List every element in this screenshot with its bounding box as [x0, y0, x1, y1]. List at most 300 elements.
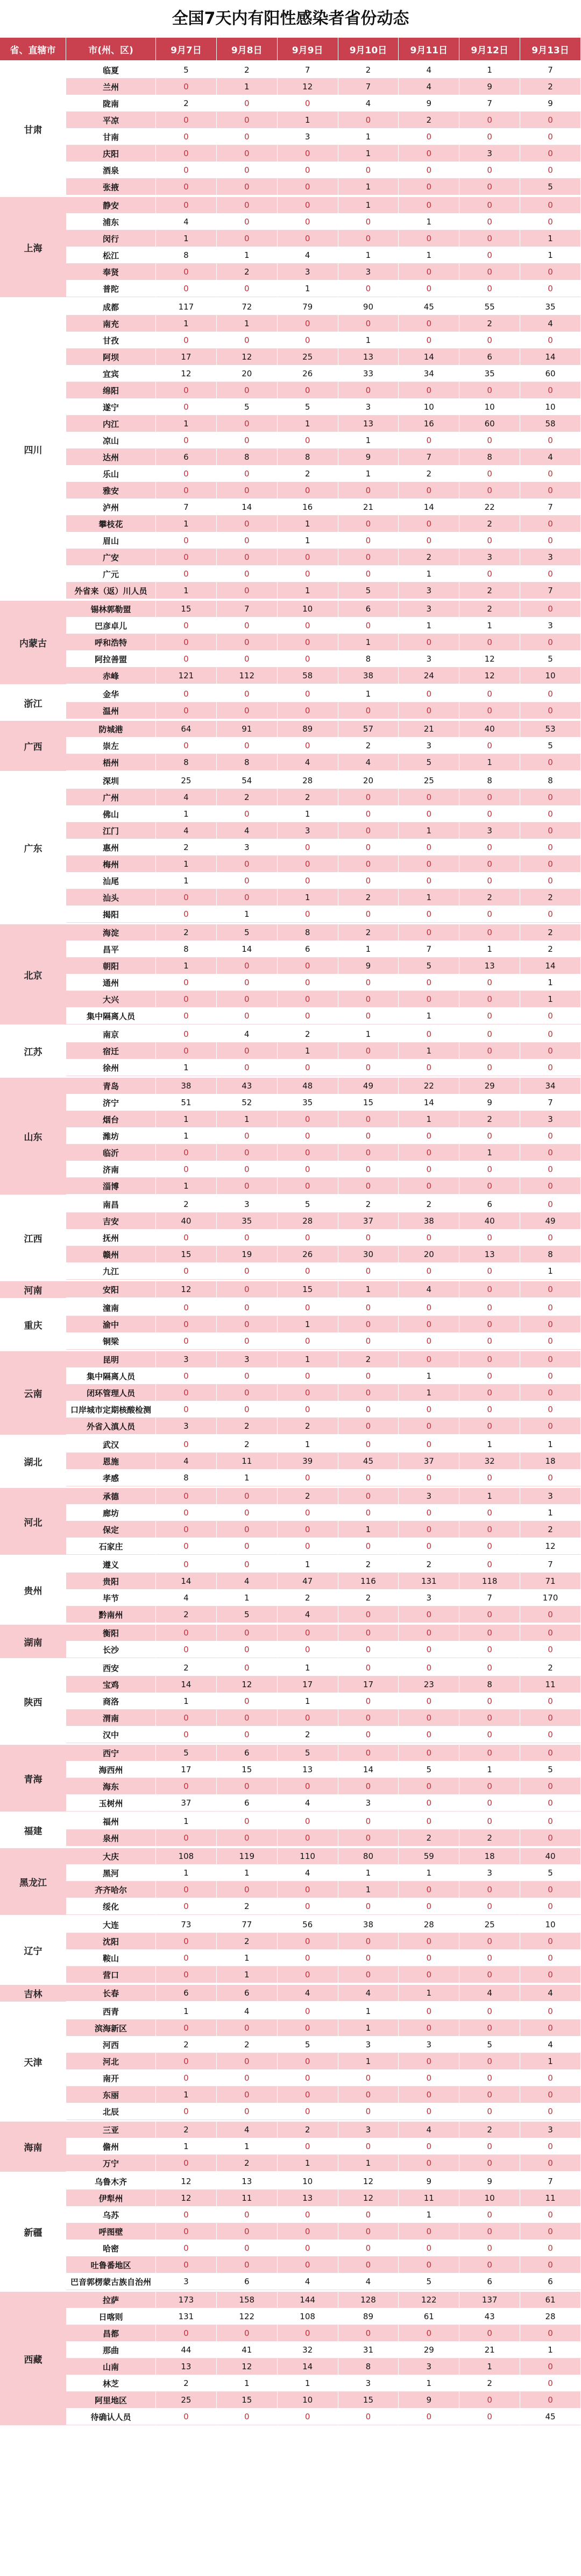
table-row: [66, 532, 581, 549]
count-cell: 0: [217, 566, 278, 582]
count-cell: 0: [156, 1385, 217, 1401]
count-cell: 0: [278, 2070, 338, 2087]
count-cell: 59: [399, 1848, 459, 1865]
count-cell: 0: [156, 2207, 217, 2223]
count-cell: 4: [520, 1985, 581, 2002]
city-name: 海东: [66, 1778, 156, 1795]
count-cell: 0: [459, 634, 520, 651]
count-cell: 2: [520, 1521, 581, 1538]
count-cell: 22: [399, 1078, 459, 1094]
province-name: 西藏: [0, 2292, 66, 2425]
count-cell: 1: [459, 2359, 520, 2375]
table-row: [66, 1401, 581, 1418]
count-cell: 0: [520, 1418, 581, 1435]
count-cell: 158: [217, 2292, 278, 2308]
count-cell: 12: [459, 668, 520, 684]
count-cell: 0: [156, 197, 217, 214]
count-cell: 0: [459, 1726, 520, 1743]
count-cell: 9: [338, 958, 399, 974]
count-cell: 5: [399, 1761, 459, 1778]
city-name: 安阳: [66, 1281, 156, 1298]
count-cell: 0: [217, 873, 278, 889]
count-cell: 1: [278, 1316, 338, 1333]
count-cell: 0: [278, 991, 338, 1008]
count-cell: 0: [156, 1043, 217, 1059]
count-cell: 0: [278, 856, 338, 873]
count-cell: 7: [520, 1094, 581, 1111]
table-row: [66, 1660, 581, 1676]
count-cell: 64: [156, 721, 217, 738]
count-cell: 1: [338, 197, 399, 214]
count-cell: 23: [399, 1676, 459, 1693]
province-name: 黑龙江: [0, 1848, 66, 1915]
count-cell: 1: [459, 1488, 520, 1505]
count-cell: 4: [156, 1590, 217, 1606]
table-row: [66, 686, 581, 703]
count-cell: 0: [338, 1368, 399, 1385]
count-cell: 0: [338, 2223, 399, 2240]
count-cell: 0: [217, 549, 278, 566]
city-name: 外省来（返）川人员: [66, 582, 156, 599]
count-cell: 170: [520, 1590, 581, 1606]
count-cell: 2: [459, 2122, 520, 2138]
count-cell: 0: [338, 1606, 399, 1623]
count-cell: 0: [520, 906, 581, 923]
count-cell: 73: [156, 1917, 217, 1933]
count-cell: 0: [156, 1778, 217, 1795]
count-cell: 0: [459, 1351, 520, 1368]
count-cell: 0: [338, 1505, 399, 1521]
count-cell: 1: [520, 1436, 581, 1453]
count-cell: 0: [520, 112, 581, 129]
table-row: [66, 145, 581, 162]
table-row: [66, 773, 581, 789]
count-cell: 0: [399, 1778, 459, 1795]
count-cell: 0: [338, 315, 399, 332]
count-cell: 0: [399, 1745, 459, 1761]
count-cell: 4: [338, 754, 399, 771]
count-cell: 2: [520, 79, 581, 95]
count-cell: 0: [217, 738, 278, 754]
province-name: 江西: [0, 1196, 66, 1280]
table-row: [66, 2207, 581, 2223]
city-name: 巴彦卓儿: [66, 617, 156, 634]
count-cell: 0: [217, 2070, 278, 2087]
count-cell: 4: [278, 1985, 338, 2002]
count-cell: 1: [217, 79, 278, 95]
count-cell: 0: [459, 1470, 520, 1486]
count-cell: 2: [217, 1933, 278, 1950]
count-cell: 6: [520, 2273, 581, 2290]
count-cell: 32: [459, 1453, 520, 1470]
count-cell: 0: [217, 1882, 278, 1898]
city-name: 泸州: [66, 499, 156, 516]
count-cell: 0: [459, 179, 520, 195]
count-cell: 112: [217, 668, 278, 684]
count-cell: 12: [338, 2190, 399, 2207]
table-row: [66, 62, 581, 79]
count-cell: 1: [338, 2003, 399, 2020]
count-cell: 0: [459, 873, 520, 889]
count-cell: 0: [278, 1813, 338, 1830]
count-cell: 17: [156, 349, 217, 366]
count-cell: 0: [156, 974, 217, 991]
count-cell: 0: [278, 162, 338, 179]
count-cell: 8: [278, 449, 338, 466]
count-cell: 0: [520, 1059, 581, 1076]
table-row: [66, 95, 581, 112]
count-cell: 0: [459, 2207, 520, 2223]
province-block: [0, 2172, 581, 2290]
count-cell: 1: [156, 958, 217, 974]
count-cell: 0: [520, 2223, 581, 2240]
count-cell: 3: [338, 399, 399, 416]
count-cell: 0: [217, 1178, 278, 1195]
header-date: 9月8日: [217, 38, 278, 60]
table-row: [66, 399, 581, 416]
count-cell: 0: [156, 466, 217, 482]
count-cell: 2: [278, 1726, 338, 1743]
count-cell: 2: [156, 2122, 217, 2138]
count-cell: 45: [338, 1453, 399, 1470]
count-cell: 0: [156, 162, 217, 179]
city-name: 阿拉善盟: [66, 651, 156, 668]
count-cell: 5: [156, 1745, 217, 1761]
province-name: 吉林: [0, 1985, 66, 2002]
count-cell: 3: [217, 1196, 278, 1213]
count-cell: 7: [520, 582, 581, 599]
count-cell: 0: [520, 2257, 581, 2273]
count-cell: 0: [338, 280, 399, 297]
count-cell: 1: [520, 991, 581, 1008]
count-cell: 0: [338, 1470, 399, 1486]
city-name: 大庆: [66, 1848, 156, 1865]
count-cell: 0: [520, 145, 581, 162]
count-cell: 0: [156, 906, 217, 923]
city-name: 泉州: [66, 1830, 156, 1847]
city-name: 遂宁: [66, 399, 156, 416]
count-cell: 0: [278, 145, 338, 162]
count-cell: 1: [217, 2138, 278, 2155]
count-cell: 4: [399, 1281, 459, 1298]
count-cell: 12: [217, 349, 278, 366]
city-name: 沈阳: [66, 1933, 156, 1950]
count-cell: 4: [156, 823, 217, 839]
table-row: [66, 2375, 581, 2392]
table-row: [66, 2308, 581, 2325]
count-cell: 12: [217, 2359, 278, 2375]
city-name: 海淀: [66, 924, 156, 941]
count-cell: 3: [156, 1351, 217, 1368]
count-cell: 0: [459, 1281, 520, 1298]
count-cell: 51: [156, 1094, 217, 1111]
count-cell: 0: [278, 1967, 338, 1983]
count-cell: 1: [156, 516, 217, 532]
count-cell: 0: [459, 1882, 520, 1898]
count-cell: 0: [459, 129, 520, 145]
count-cell: 0: [156, 549, 217, 566]
count-cell: 0: [459, 1059, 520, 1076]
count-cell: 0: [278, 1641, 338, 1658]
count-cell: 0: [520, 1882, 581, 1898]
count-cell: 0: [459, 1505, 520, 1521]
count-cell: 0: [520, 2020, 581, 2037]
count-cell: 0: [520, 1008, 581, 1024]
count-cell: 0: [459, 686, 520, 703]
city-name: 营口: [66, 1967, 156, 1983]
count-cell: 0: [520, 1625, 581, 1641]
count-cell: 38: [338, 668, 399, 684]
count-cell: 0: [459, 1641, 520, 1658]
count-cell: 1: [399, 1368, 459, 1385]
table-row: [66, 1263, 581, 1280]
count-cell: 0: [217, 958, 278, 974]
count-cell: 0: [278, 1710, 338, 1726]
table-row: [66, 499, 581, 516]
city-name: 那曲: [66, 2342, 156, 2359]
city-name: 南充: [66, 315, 156, 332]
count-cell: 1: [338, 2020, 399, 2037]
count-cell: 0: [399, 1161, 459, 1178]
count-cell: 0: [278, 2103, 338, 2120]
count-cell: 0: [338, 839, 399, 856]
city-name: 长沙: [66, 1641, 156, 1658]
count-cell: 0: [217, 806, 278, 823]
count-cell: 0: [520, 264, 581, 280]
province-name: 重庆: [0, 1300, 66, 1350]
count-cell: 0: [338, 2325, 399, 2342]
city-name: 贵阳: [66, 1573, 156, 1590]
count-cell: 0: [217, 634, 278, 651]
city-name: 揭阳: [66, 906, 156, 923]
count-cell: 0: [278, 1401, 338, 1418]
table-row: [66, 1950, 581, 1967]
count-cell: 14: [520, 958, 581, 974]
count-cell: 1: [459, 617, 520, 634]
count-cell: 0: [217, 1316, 278, 1333]
table-row: [66, 197, 581, 214]
count-cell: 0: [156, 382, 217, 399]
count-cell: 3: [156, 2273, 217, 2290]
city-name: 徐州: [66, 1059, 156, 1076]
count-cell: 0: [399, 2325, 459, 2342]
count-cell: 0: [399, 382, 459, 399]
count-cell: 0: [399, 1521, 459, 1538]
count-cell: 0: [399, 516, 459, 532]
count-cell: 1: [278, 516, 338, 532]
city-name: 静安: [66, 197, 156, 214]
count-cell: 61: [520, 2292, 581, 2308]
count-cell: 5: [520, 1865, 581, 1882]
count-cell: 1: [338, 941, 399, 958]
city-name: 凉山: [66, 432, 156, 449]
city-name: 青岛: [66, 1078, 156, 1094]
count-cell: 0: [399, 1606, 459, 1623]
count-cell: 4: [399, 79, 459, 95]
count-cell: 0: [520, 1745, 581, 1761]
count-cell: 0: [459, 1967, 520, 1983]
table-row: [66, 1385, 581, 1401]
count-cell: 2: [399, 1196, 459, 1213]
count-cell: 2: [459, 315, 520, 332]
table-row: [66, 516, 581, 532]
count-cell: 6: [459, 1196, 520, 1213]
count-cell: 0: [459, 1418, 520, 1435]
city-name: 烟台: [66, 1111, 156, 1128]
count-cell: 0: [520, 280, 581, 297]
count-cell: 2: [520, 1660, 581, 1676]
count-cell: 30: [338, 1246, 399, 1263]
data-table: [0, 38, 581, 2425]
count-cell: 3: [156, 1418, 217, 1435]
table-row: [66, 1488, 581, 1505]
count-cell: 12: [156, 2190, 217, 2207]
count-cell: 0: [520, 1950, 581, 1967]
count-cell: 2: [278, 1488, 338, 1505]
city-name: 甘南: [66, 129, 156, 145]
city-name: 河北: [66, 2053, 156, 2070]
count-cell: 0: [278, 839, 338, 856]
count-cell: 0: [520, 1178, 581, 1195]
city-name: 潍坊: [66, 1128, 156, 1145]
count-cell: 0: [520, 703, 581, 719]
count-cell: 108: [156, 1848, 217, 1865]
count-cell: 1: [278, 1556, 338, 1573]
count-cell: 0: [399, 197, 459, 214]
count-cell: 3: [399, 601, 459, 617]
count-cell: 0: [278, 482, 338, 499]
count-cell: 2: [459, 889, 520, 906]
count-cell: 0: [520, 1967, 581, 1983]
city-name: 拉萨: [66, 2292, 156, 2308]
count-cell: 0: [156, 1710, 217, 1726]
count-cell: 3: [278, 823, 338, 839]
count-cell: 0: [278, 382, 338, 399]
count-cell: 0: [520, 856, 581, 873]
count-cell: 13: [459, 1246, 520, 1263]
count-cell: 0: [399, 1641, 459, 1658]
province-block: [0, 1555, 581, 1623]
province-block: [0, 1280, 581, 1298]
province-block: [0, 297, 581, 599]
count-cell: 1: [520, 247, 581, 264]
count-cell: 13: [278, 1761, 338, 1778]
count-cell: 14: [217, 941, 278, 958]
count-cell: 14: [338, 1761, 399, 1778]
province-name: 甘肃: [0, 62, 66, 195]
count-cell: 0: [217, 145, 278, 162]
count-cell: 2: [156, 924, 217, 941]
count-cell: 0: [459, 906, 520, 923]
count-cell: 32: [278, 2342, 338, 2359]
count-cell: 0: [338, 482, 399, 499]
count-cell: 35: [217, 1213, 278, 1230]
table-row: [66, 247, 581, 264]
count-cell: 1: [338, 2053, 399, 2070]
count-cell: 0: [338, 991, 399, 1008]
count-cell: 14: [399, 1094, 459, 1111]
count-cell: 0: [520, 1470, 581, 1486]
count-cell: 0: [217, 651, 278, 668]
table-row: [66, 449, 581, 466]
count-cell: 0: [278, 197, 338, 214]
count-cell: 4: [520, 2037, 581, 2053]
count-cell: 0: [217, 129, 278, 145]
count-cell: 0: [156, 1521, 217, 1538]
count-cell: 15: [338, 2392, 399, 2409]
count-cell: 0: [459, 162, 520, 179]
city-name: 汉中: [66, 1726, 156, 1743]
count-cell: 0: [217, 2325, 278, 2342]
count-cell: 0: [156, 617, 217, 634]
count-cell: 18: [459, 1848, 520, 1865]
count-cell: 0: [278, 1161, 338, 1178]
count-cell: 45: [520, 2409, 581, 2425]
count-cell: 61: [399, 2308, 459, 2325]
count-cell: 0: [156, 1882, 217, 1898]
table-row: [66, 1985, 581, 2002]
count-cell: 90: [338, 299, 399, 315]
city-name: 广安: [66, 549, 156, 566]
count-cell: 0: [520, 214, 581, 230]
city-name: 金华: [66, 686, 156, 703]
count-cell: 7: [520, 2173, 581, 2190]
count-cell: 0: [217, 686, 278, 703]
count-cell: 0: [520, 1710, 581, 1726]
count-cell: 8: [520, 1246, 581, 1263]
count-cell: 0: [217, 582, 278, 599]
count-cell: 1: [399, 823, 459, 839]
count-cell: 5: [278, 1745, 338, 1761]
province-block: [0, 684, 581, 719]
count-cell: 0: [338, 2257, 399, 2273]
province-name: 内蒙古: [0, 601, 66, 684]
count-cell: 0: [338, 1436, 399, 1453]
table-row: [66, 1830, 581, 1847]
count-cell: 0: [156, 2409, 217, 2425]
count-cell: 0: [520, 1230, 581, 1246]
count-cell: 0: [278, 2240, 338, 2257]
count-cell: 0: [338, 1830, 399, 1847]
count-cell: 1: [338, 1521, 399, 1538]
count-cell: 0: [156, 432, 217, 449]
city-name: 赣州: [66, 1246, 156, 1263]
city-name: 酒泉: [66, 162, 156, 179]
table-row: [66, 1590, 581, 1606]
count-cell: 0: [278, 1521, 338, 1538]
table-row: [66, 2292, 581, 2308]
count-cell: 0: [278, 617, 338, 634]
count-cell: 21: [399, 721, 459, 738]
count-cell: 0: [156, 1538, 217, 1555]
table-row: [66, 549, 581, 566]
count-cell: 0: [459, 1368, 520, 1385]
count-cell: 0: [459, 214, 520, 230]
count-cell: 0: [520, 1693, 581, 1710]
table-row: [66, 1043, 581, 1059]
province-block: [0, 1743, 581, 1812]
count-cell: 4: [399, 2122, 459, 2138]
count-cell: 1: [156, 1059, 217, 1076]
count-cell: 7: [520, 499, 581, 516]
count-cell: 16: [399, 416, 459, 432]
count-cell: 1: [459, 1145, 520, 1161]
count-cell: 2: [217, 1436, 278, 1453]
table-row: [66, 1778, 581, 1795]
city-name: 吉安: [66, 1213, 156, 1230]
count-cell: 5: [520, 738, 581, 754]
count-cell: 45: [399, 299, 459, 315]
